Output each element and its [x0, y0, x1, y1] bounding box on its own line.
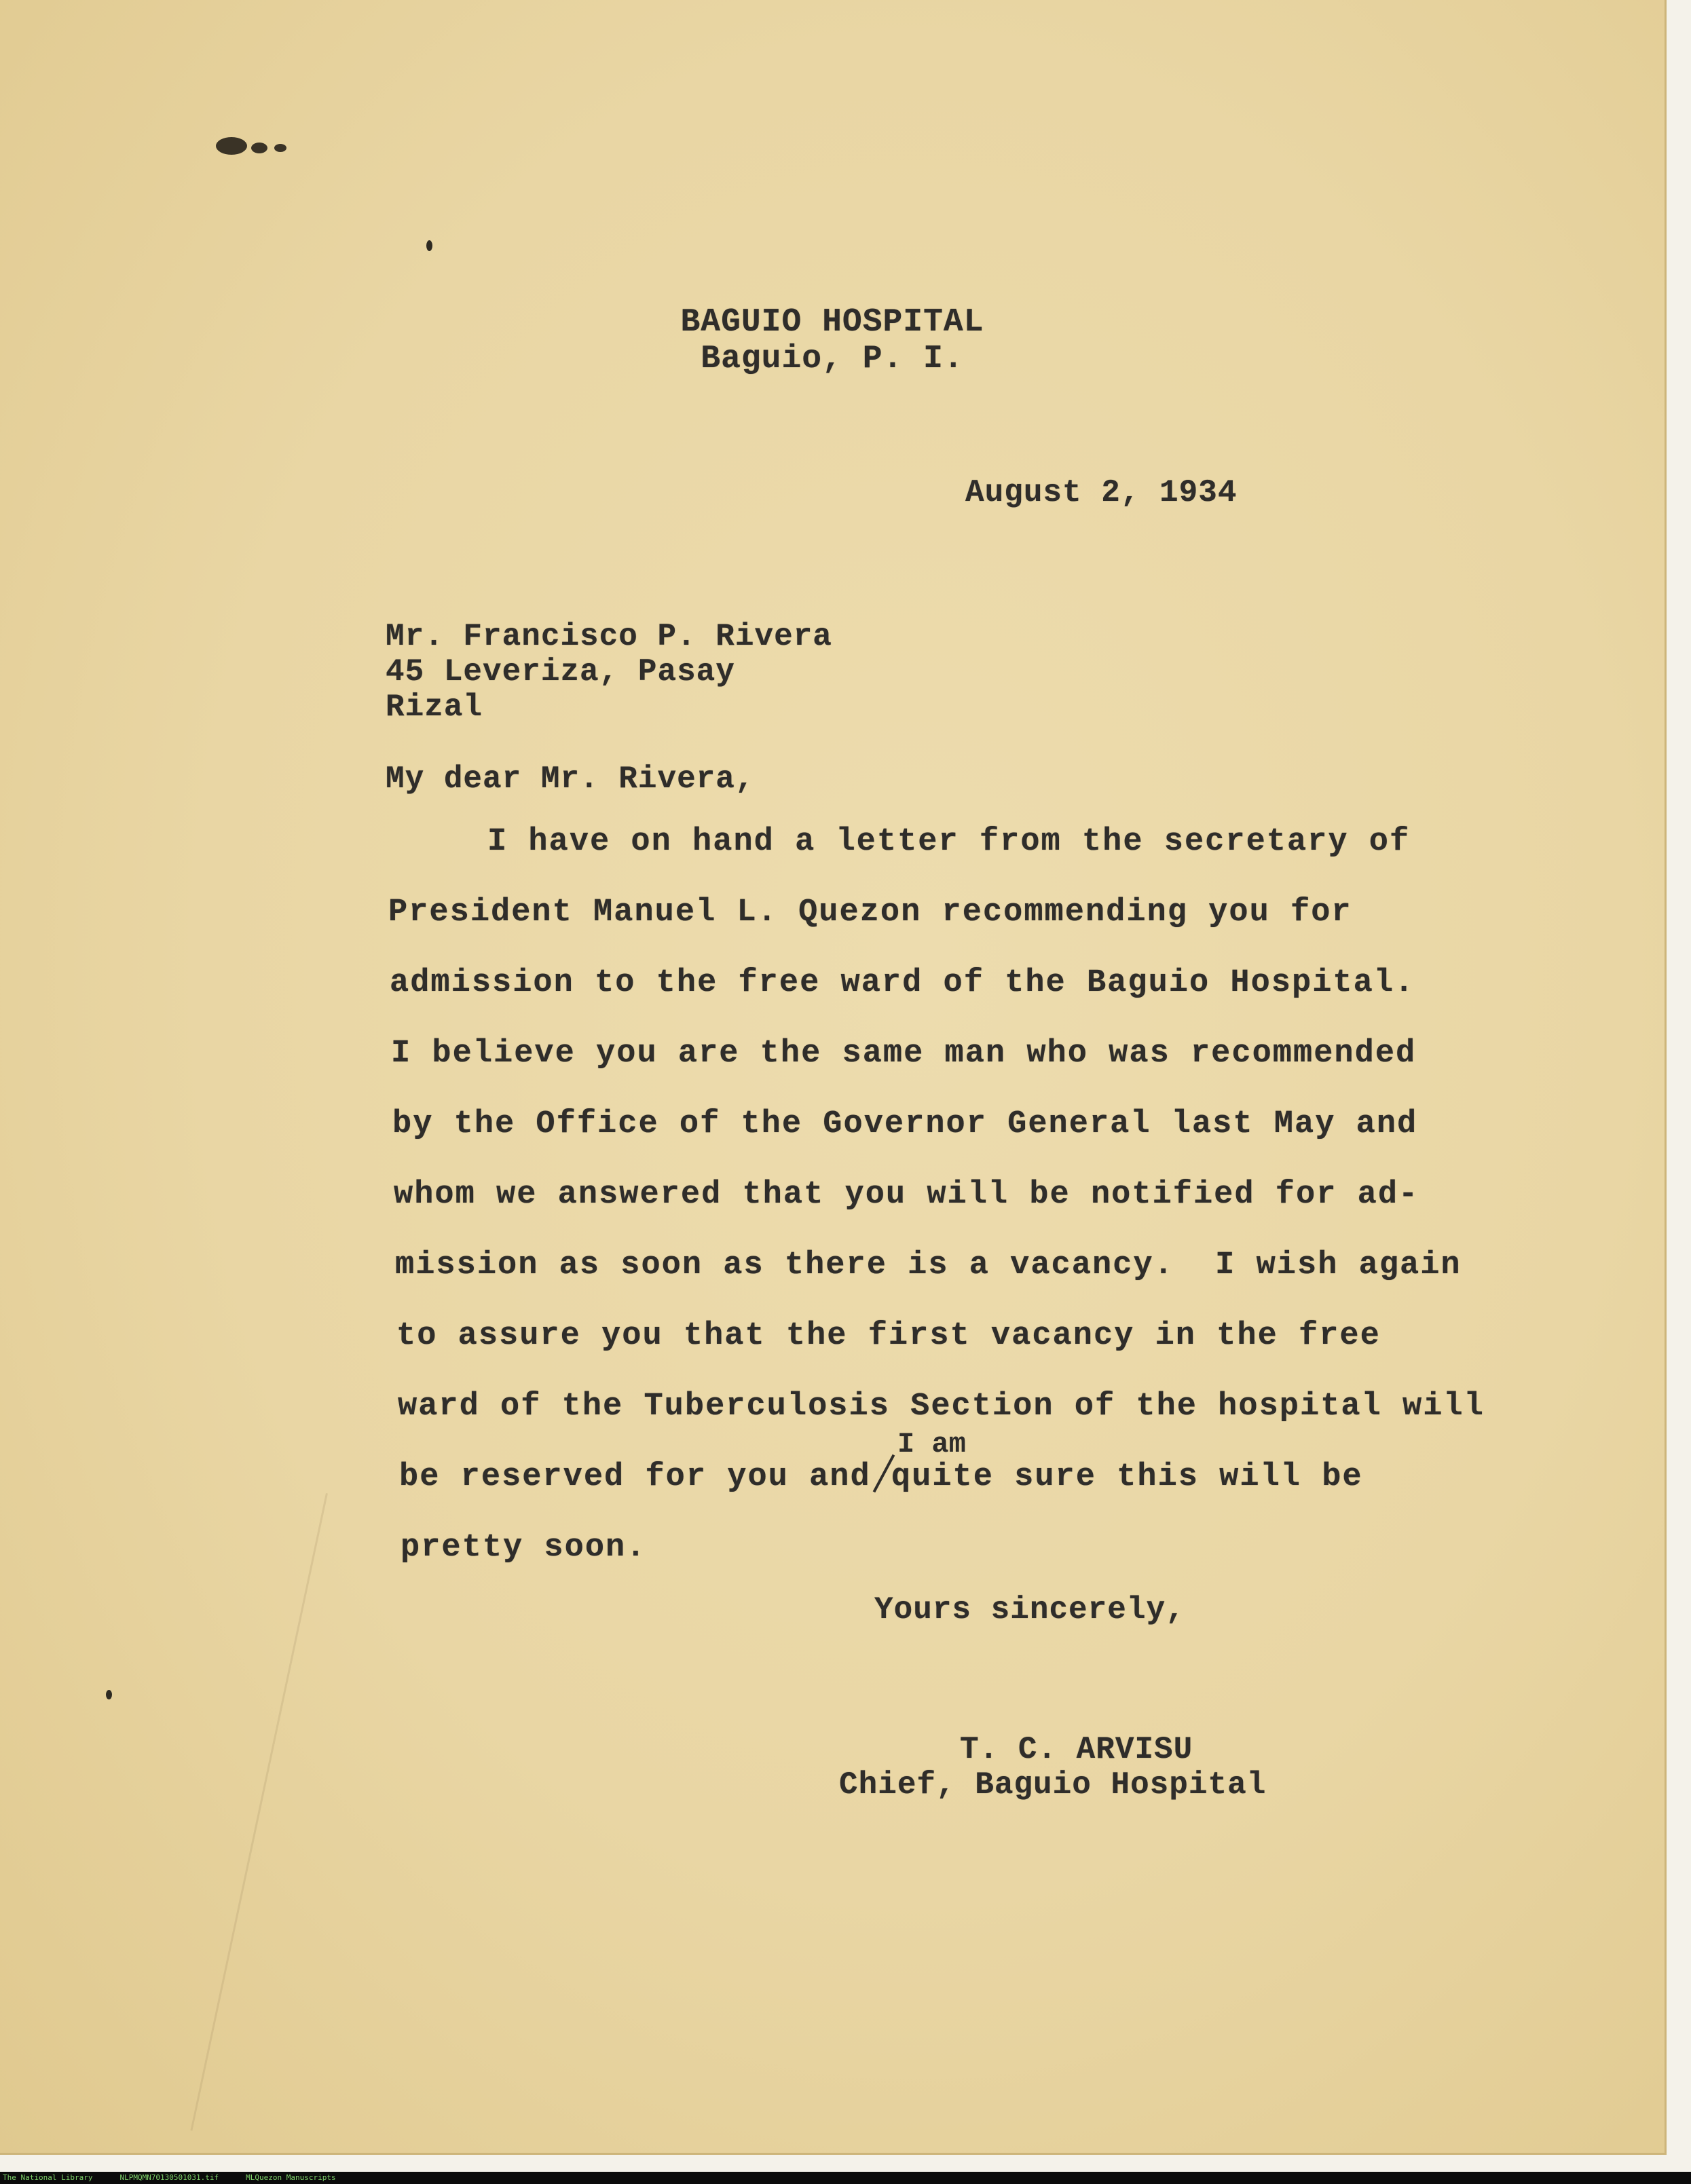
footer-file: NLPMQMN70130501031.tif [119, 2173, 219, 2182]
body-line: ward of the Tuberculosis Section of the hospital will [398, 1389, 1485, 1425]
paper-crease [190, 1493, 328, 2131]
body-line: by the Office of the Governor General last May and [392, 1106, 1418, 1142]
ink-speck [426, 240, 432, 251]
closing: Yours sincerely, [874, 1592, 1185, 1627]
staple-hole-mark [216, 137, 247, 155]
salutation: My dear Mr. Rivera, [386, 761, 755, 797]
recipient-province: Rizal [386, 690, 483, 725]
body-line: pretty soon. [401, 1530, 647, 1566]
archive-footer-bar [0, 2172, 1691, 2184]
body-line: mission as soon as there is a vacancy. I wish again [395, 1247, 1462, 1283]
body-line: be reserved for you and quite sure this will be [399, 1459, 1363, 1495]
letterhead-location: Baguio, P. I. [701, 341, 964, 377]
signatory-title: Chief, Baguio Hospital [839, 1767, 1267, 1803]
staple-hole-mark [251, 143, 267, 153]
body-line: admission to the free ward of the Baguio Hospital. [390, 965, 1415, 1001]
letterhead-name: BAGUIO HOSPITAL [680, 304, 984, 341]
signatory-name: T. C. ARVISU [960, 1732, 1193, 1767]
staple-hole-mark [274, 144, 286, 152]
footer-archive: The National Library [3, 2173, 93, 2182]
body-line: I believe you are the same man who was recommended [391, 1036, 1417, 1072]
body-line: whom we answered that you will be notified for ad- [394, 1177, 1419, 1213]
letter-date: August 2, 1934 [965, 475, 1238, 510]
footer-collection: MLQuezon Manuscripts [246, 2173, 336, 2182]
ink-speck [106, 1690, 112, 1699]
recipient-street: 45 Leveriza, Pasay [386, 654, 735, 690]
body-line: I have on hand a letter from the secretary of [487, 824, 1411, 860]
handwritten-insertion: I am [897, 1428, 966, 1461]
recipient-name: Mr. Francisco P. Rivera [386, 619, 832, 654]
body-line: to assure you that the first vacancy in the free [396, 1318, 1381, 1354]
body-line: President Manuel L. Quezon recommending you for [388, 895, 1352, 930]
